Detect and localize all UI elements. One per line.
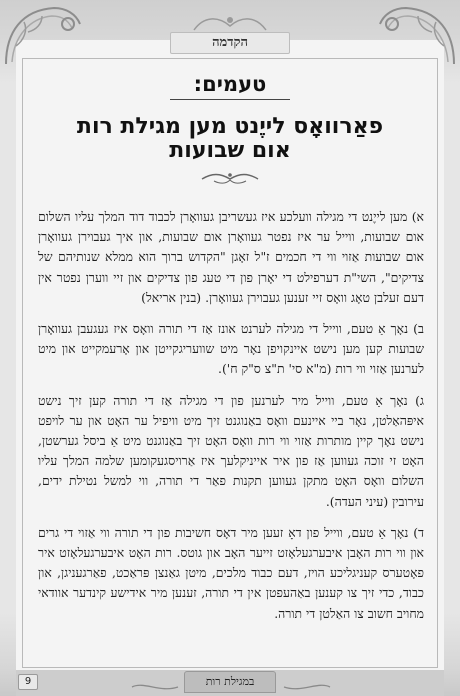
paragraph-4: ד) נאָך אַ טעם, ווייל פון דאָ זעען מיר דאָס חשיבות פון די תורה ווי אַזוי די גרים און ווי רות האָבן איבערגעלאָזט זייער האָב און גוטס. רות האָט איבערגעלאָזט איר פאָטערס קעניגליכע הויז, דעם כבוד מלכים, מיטן גאַנצן פּראַכט, פאַרגעניגן, און כבוד, כדי זיך צו קענען באַהעפטן אין די תורה, זענען מיר אידישע קינדער אוודאי מחויב חשוב צו האַלטן די תורה. [38,524,424,621]
footer-flourish-left-icon [130,678,180,696]
corner-ornament-left [2,2,86,68]
paragraph-3: ג) נאָך אַ טעם, ווייל מיר לערנען פון די מגילה אַז די תורה קען זיך נישט איפּהאַלטן, נאָר ביי איינעם וואָס באַנוגנט זיך מיט וויפיל ער האָט און ער לויפט נישט נאָך קיין מותרות אַזוי ווי רות וואָס האָט זיך באַנוגנט מיט אַ ביסל גערשטן, האָט זי זוכה געווען אַז פון איר אייניקלעך איז אַרויסגעקומען שלמה המלך עליו השלום וואָס האָט מתקן געווען תקנות פאַר די תורה, ווי למשל נטילת ידים, עירובין (עיני העדה). [38,392,424,509]
corner-ornament-right [374,2,458,68]
footer-flourish-right-icon [282,678,332,696]
topic-title-line-1: פאַרוואָס לייֶנט מען מגילת רות [76,114,384,139]
paragraph-2: ב) נאָך אַ טעם, ווייל די מגילה לערנט אונז אַז די תורה וואָס איז געגעבן געוואָרן שבועות קען מען נישט איינקויפן נאָר מיט שוועריגקייטן און אָרעמקייט און מיט לערנען אַזוי ווי רות (מ"א סי' ת"צ ס"ק ח'). [38,321,424,377]
topic-label: טעמים: [193,72,267,96]
paragraph-1: א) מען לייֶנט די מגילה וועלכע איז געשריבן געוואָרן לכבוד דוד המלך עליו השלום אום שבועות, ווייל ער איז נפטר געוואָרן אום שבועות, און איך געבוירן געוואָרן אום שבועות אַזוי ווי די חכמים ז"ל זאָגן "הקדוש ברוך הוא ממלא שנותיהם של צדיקים", השי"ת דערפילט די יאָרן פון די טעג פון צדיקים און זיי ווערן נפטר אין דעם זעלבן טאָג וואָס זיי זענען געבוירן געוואָרן. (בנין אריאל) [38,209,424,305]
book-title: במגילת רות [184,671,276,693]
topic-title-line-2: אום שבועות [169,138,291,163]
body-text [38,207,424,624]
title-divider-icon [200,170,260,189]
topic-underline [170,99,290,100]
page-number: 9 [18,674,38,690]
section-header: הקדמה [170,32,290,54]
